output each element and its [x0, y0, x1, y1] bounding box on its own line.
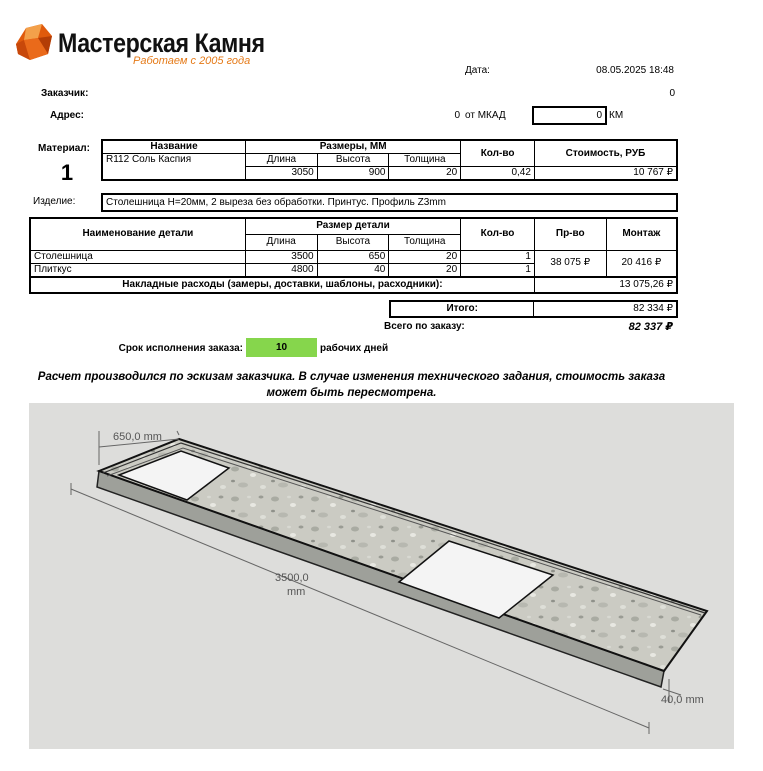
total-value: 82 334 ₽ [534, 301, 677, 317]
total-label: Итого: [390, 301, 534, 317]
customer-label: Заказчик: [41, 88, 89, 99]
material-height: 900 [317, 167, 389, 181]
production-header: Пр-во [534, 218, 606, 250]
detail-name-header: Наименование детали [30, 218, 245, 250]
overhead-value: 13 075,26 ₽ [534, 277, 677, 293]
material-thickness: 20 [389, 167, 461, 181]
mkad-label: от МКАД [465, 110, 506, 121]
deadline-value: 10 [246, 338, 317, 357]
stone-logo-icon [12, 22, 56, 62]
pricing-notice [0, 369, 703, 401]
company-logo [12, 22, 282, 72]
row-length: 3500 [245, 250, 317, 263]
company-name: Мастерская Камня [58, 28, 265, 58]
date-value: 08.05.2025 18:48 [596, 65, 674, 76]
km-unit: КМ [609, 110, 624, 121]
length-dimension-unit: mm [287, 586, 306, 598]
row-name: Плиткус [30, 263, 245, 277]
overhead-label: Накладные расходы (замеры, доставки, шаблоны, расходники): [30, 277, 534, 293]
qty-header: Кол-во [461, 140, 535, 167]
countertop-drawing [29, 403, 734, 749]
notice-line-1: Расчет производился по эскизам заказчика. В случае изменения технического задания, стоимость заказа [37, 371, 666, 383]
row-length: 4800 [245, 263, 317, 277]
company-slogan: Работаем с 2005 года [133, 55, 251, 67]
material-table [101, 139, 678, 181]
row-qty: 1 [461, 250, 535, 263]
detail-height-header: Высота [317, 234, 389, 250]
material-length: 3050 [246, 167, 318, 181]
detail-qty-header: Кол-во [461, 218, 535, 250]
height-dimension: 40,0 mm [661, 694, 704, 706]
detail-length-header: Длина [245, 234, 317, 250]
row-height: 40 [317, 263, 389, 277]
product-label: Изделие: [33, 196, 76, 207]
total-table [389, 300, 678, 318]
notice-line-2: может быть пересмотрена. [266, 387, 437, 399]
material-name: R112 Соль Каспия [102, 154, 246, 181]
mkad-value: 0 [454, 110, 460, 121]
length-dimension-value: 3500,0 [275, 572, 309, 584]
name-header: Название [102, 140, 246, 154]
detail-thickness-header: Толщина [389, 234, 461, 250]
length-header: Длина [246, 154, 318, 167]
table-row [30, 250, 677, 263]
deadline-unit: рабочих дней [320, 343, 389, 354]
width-dimension: 650,0 mm [113, 431, 162, 443]
countertop-3d-view[interactable] [29, 403, 734, 749]
grand-total-label: Всего по заказу: [384, 321, 465, 332]
grand-total-value: 82 337 ₽ [628, 321, 673, 333]
row-name: Столешница [30, 250, 245, 263]
thickness-header: Толщина [389, 154, 461, 167]
deadline-label: Срок исполнения заказа: [118, 343, 243, 354]
material-label: Материал: [38, 143, 90, 154]
address-label: Адрес: [50, 110, 84, 121]
detail-size-header: Размер детали [245, 218, 460, 234]
mounting-header: Монтаж [606, 218, 677, 250]
sizes-header: Размеры, ММ [246, 140, 461, 154]
mounting-value: 20 416 ₽ [606, 250, 677, 277]
material-cost: 10 767 ₽ [534, 167, 677, 181]
production-value: 38 075 ₽ [534, 250, 606, 277]
row-qty: 1 [461, 263, 535, 277]
row-thickness: 20 [389, 263, 461, 277]
row-thickness: 20 [389, 250, 461, 263]
height-header: Высота [317, 154, 389, 167]
cost-header: Стоимость, РУБ [534, 140, 677, 167]
customer-value: 0 [669, 88, 675, 99]
details-table [29, 217, 678, 294]
date-label: Дата: [465, 65, 490, 76]
material-qty: 0,42 [461, 167, 535, 181]
product-description: Столешница H=20мм, 2 выреза без обработки. Принтус. Профиль Z3mm [101, 193, 678, 212]
row-height: 650 [317, 250, 389, 263]
km-field[interactable]: 0 [532, 106, 607, 125]
material-number: 1 [60, 160, 74, 185]
